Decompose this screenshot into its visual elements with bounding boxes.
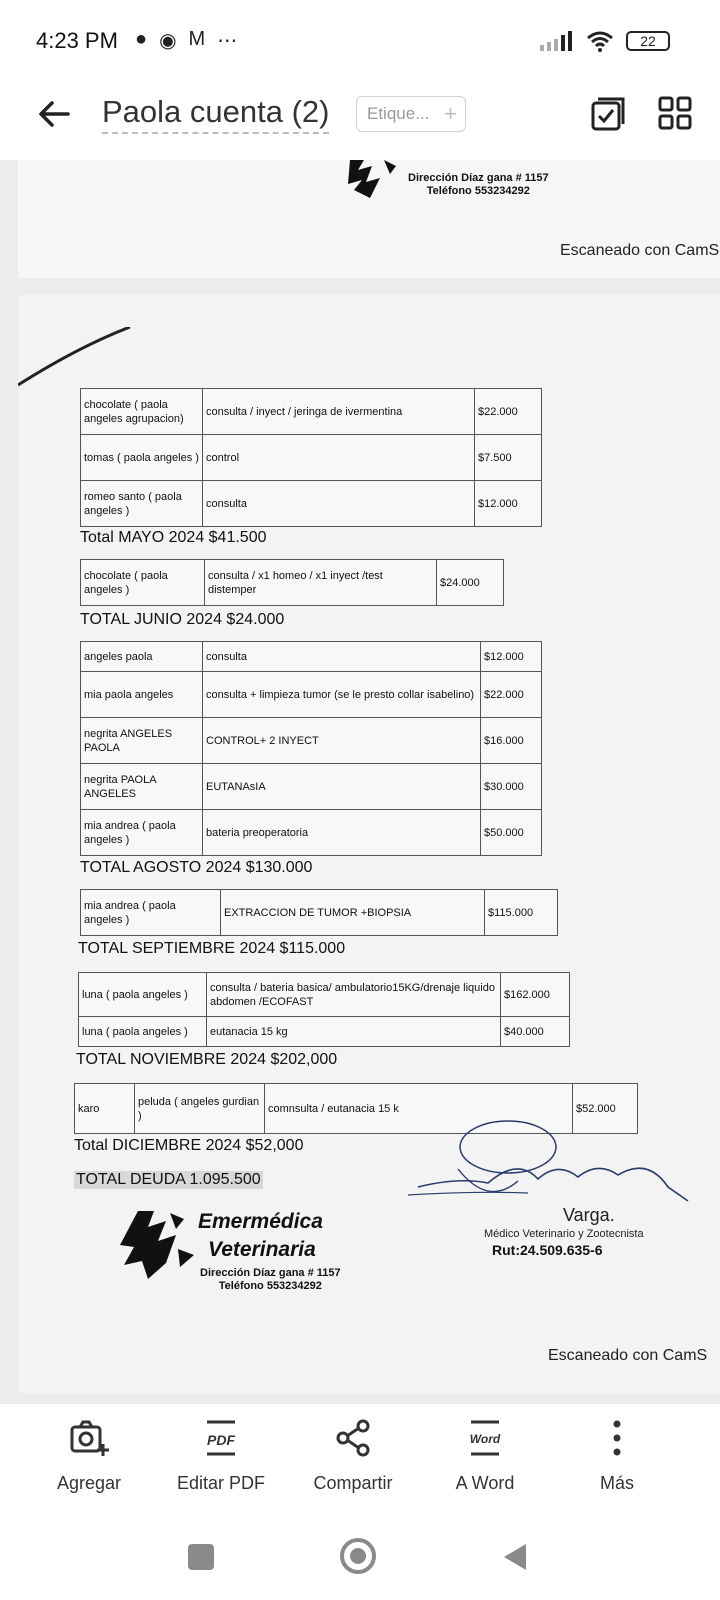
service-cell: consulta + limpieza tumor (se le presto collar isabelino) bbox=[203, 672, 481, 718]
table-row bbox=[81, 481, 542, 527]
may-invoice-table bbox=[80, 388, 542, 527]
add-button[interactable] bbox=[24, 1418, 154, 1494]
amount-cell: $30.000 bbox=[481, 764, 542, 810]
page-fold-mark bbox=[18, 327, 138, 387]
table-row bbox=[81, 718, 542, 764]
amount-cell: $24.000 bbox=[437, 560, 504, 606]
page-1 bbox=[18, 160, 720, 278]
status-time: 4:23 PM bbox=[36, 28, 118, 53]
grid-view-icon[interactable] bbox=[658, 96, 692, 130]
chat-bubble-icon: ● bbox=[135, 28, 148, 50]
plus-icon: + bbox=[444, 101, 457, 126]
share-icon bbox=[333, 1418, 373, 1458]
more-icon bbox=[597, 1418, 637, 1458]
notification-icons bbox=[135, 28, 237, 53]
battery-icon: 22 bbox=[626, 31, 670, 51]
table-row bbox=[81, 389, 542, 435]
home-icon[interactable] bbox=[338, 1536, 378, 1576]
system-icons bbox=[540, 30, 670, 52]
pdf-badge: PDF bbox=[207, 1432, 235, 1448]
amount-cell: $7.500 bbox=[475, 435, 542, 481]
app-bar bbox=[0, 80, 720, 160]
june-invoice-table bbox=[80, 559, 504, 606]
patient-cell: romeo santo ( paola angeles ) bbox=[81, 481, 203, 527]
pdf-icon bbox=[201, 1418, 241, 1458]
amount-cell: $52.000 bbox=[573, 1084, 638, 1134]
wifi-icon bbox=[586, 30, 614, 52]
header-address bbox=[408, 172, 549, 198]
status-bar bbox=[0, 0, 720, 80]
signal-icon bbox=[540, 31, 574, 51]
word-badge: Word bbox=[469, 1432, 501, 1446]
page-2 bbox=[18, 295, 720, 1393]
edit-pdf-button[interactable] bbox=[156, 1418, 286, 1494]
patient-cell: chocolate ( paola angeles ) bbox=[81, 560, 205, 606]
service-cell: consulta / bateria basica/ ambulatorio15KG/drenaje liquido abdomen /ECOFAST bbox=[207, 973, 501, 1017]
nav-back-icon[interactable] bbox=[500, 1542, 530, 1572]
recent-apps-icon[interactable] bbox=[188, 1544, 214, 1570]
scanner-watermark: Escaneado con CamS bbox=[548, 1347, 708, 1364]
clinic-logo-icon bbox=[118, 1205, 198, 1285]
amount-cell: $16.000 bbox=[481, 718, 542, 764]
signature-name: Varga. bbox=[563, 1205, 615, 1225]
table-row bbox=[81, 890, 558, 936]
tag-chip[interactable] bbox=[356, 96, 466, 132]
patient-cell: tomas ( paola angeles ) bbox=[81, 435, 203, 481]
messenger-icon: ◉ bbox=[159, 30, 177, 52]
table-row bbox=[81, 672, 542, 718]
november-invoice-table bbox=[78, 972, 570, 1047]
table-row bbox=[81, 560, 504, 606]
patient-cell: angeles paola bbox=[81, 642, 203, 672]
footer-phone-line: Teléfono 553234292 bbox=[218, 1280, 322, 1292]
december-total: Total DICIEMBRE 2024 $52,000 bbox=[74, 1137, 304, 1154]
august-invoice-table bbox=[80, 641, 542, 856]
more-label: Más bbox=[599, 1473, 634, 1493]
august-total: TOTAL AGOSTO 2024 $130.000 bbox=[80, 859, 313, 876]
may-total: Total MAYO 2024 $41.500 bbox=[80, 529, 267, 546]
june-total: TOTAL JUNIO 2024 $24.000 bbox=[80, 611, 285, 628]
table-row bbox=[81, 642, 542, 672]
clinic-name-line1: Emermédica bbox=[198, 1210, 323, 1233]
tag-placeholder: Etique... bbox=[367, 104, 430, 123]
document-viewer[interactable] bbox=[0, 160, 720, 1404]
patient-cell: luna ( paola angeles ) bbox=[79, 1017, 207, 1047]
footer-address bbox=[200, 1267, 341, 1293]
signature-title: Médico Veterinario y Zootecnista bbox=[484, 1228, 644, 1240]
table-row bbox=[79, 1017, 570, 1047]
november-total: TOTAL NOVIEMBRE 2024 $202,000 bbox=[76, 1051, 338, 1068]
table-row bbox=[79, 973, 570, 1017]
patient-cell: mia andrea ( paola angeles ) bbox=[81, 810, 203, 856]
clinic-logo-icon bbox=[344, 160, 404, 198]
service-cell: consulta / inyect / jeringa de ivermentina bbox=[203, 389, 475, 435]
patient-cell: mia andrea ( paola angeles ) bbox=[81, 890, 221, 936]
gmail-icon: M bbox=[188, 28, 206, 50]
to-word-button[interactable] bbox=[420, 1418, 550, 1494]
service-cell: eutanacia 15 kg bbox=[207, 1017, 501, 1047]
more-button[interactable] bbox=[552, 1418, 682, 1494]
patient-cell: luna ( paola angeles ) bbox=[79, 973, 207, 1017]
scanner-watermark: Escaneado con CamS bbox=[560, 242, 720, 259]
word-icon bbox=[465, 1418, 505, 1458]
service-cell: EUTANAsIA bbox=[203, 764, 481, 810]
amount-cell: $50.000 bbox=[481, 810, 542, 856]
amount-cell: $115.000 bbox=[485, 890, 558, 936]
service-cell: consulta / x1 homeo / x1 inyect /test distemper bbox=[205, 560, 437, 606]
edit-pdf-label: Editar PDF bbox=[176, 1473, 266, 1493]
amount-cell: $12.000 bbox=[481, 642, 542, 672]
amount-cell: $22.000 bbox=[481, 672, 542, 718]
system-navigation-bar bbox=[0, 1512, 720, 1600]
table-row bbox=[81, 764, 542, 810]
amount-cell: $22.000 bbox=[475, 389, 542, 435]
patient-cell: negrita PAOLA ANGELES bbox=[81, 764, 203, 810]
add-photo-icon bbox=[69, 1418, 109, 1458]
owner-cell: karo bbox=[75, 1084, 135, 1134]
signature-scribble bbox=[398, 1117, 698, 1227]
amount-cell: $162.000 bbox=[501, 973, 570, 1017]
to-word-label: A Word bbox=[455, 1473, 515, 1493]
september-total: TOTAL SEPTIEMBRE 2024 $115.000 bbox=[78, 940, 346, 957]
patient-cell: negrita ANGELES PAOLA bbox=[81, 718, 203, 764]
select-check-icon[interactable] bbox=[590, 96, 626, 132]
service-cell: consulta bbox=[203, 481, 475, 527]
signature-rut: Rut:24.509.635-6 bbox=[492, 1242, 603, 1258]
table-row bbox=[81, 435, 542, 481]
patient-cell: mia paola angeles bbox=[81, 672, 203, 718]
service-cell: EXTRACCION DE TUMOR +BIOPSIA bbox=[221, 890, 485, 936]
amount-cell: $40.000 bbox=[501, 1017, 570, 1047]
header-address-line: Dirección Díaz gana # 1157 bbox=[408, 172, 549, 184]
service-cell: consulta bbox=[203, 642, 481, 672]
patient-cell: chocolate ( paola angeles agrupacion) bbox=[81, 389, 203, 435]
service-cell: bateria preoperatoria bbox=[203, 810, 481, 856]
amount-cell: $12.000 bbox=[475, 481, 542, 527]
add-label: Agregar bbox=[56, 1473, 122, 1493]
share-label: Compartir bbox=[313, 1473, 393, 1493]
service-cell: control bbox=[203, 435, 475, 481]
debt-total: TOTAL DEUDA 1.095.500 bbox=[76, 1171, 261, 1188]
document-title[interactable]: Paola cuenta (2) bbox=[102, 94, 329, 134]
more-notifications-icon: ⋯ bbox=[217, 30, 238, 52]
footer-address-line: Dirección Díaz gana # 1157 bbox=[200, 1267, 341, 1279]
patient-cell: peluda ( angeles gurdian ) bbox=[135, 1084, 265, 1134]
service-cell: comnsulta / eutanacia 15 k bbox=[265, 1084, 573, 1134]
september-invoice-table bbox=[80, 889, 558, 936]
back-arrow-icon[interactable] bbox=[34, 94, 74, 134]
header-phone-line: Teléfono 553234292 bbox=[426, 185, 530, 197]
bottom-toolbar bbox=[0, 1404, 720, 1512]
clinic-name-line2: Veterinaria bbox=[208, 1238, 316, 1261]
table-row bbox=[81, 810, 542, 856]
share-button[interactable] bbox=[288, 1418, 418, 1494]
service-cell: CONTROL+ 2 INYECT bbox=[203, 718, 481, 764]
